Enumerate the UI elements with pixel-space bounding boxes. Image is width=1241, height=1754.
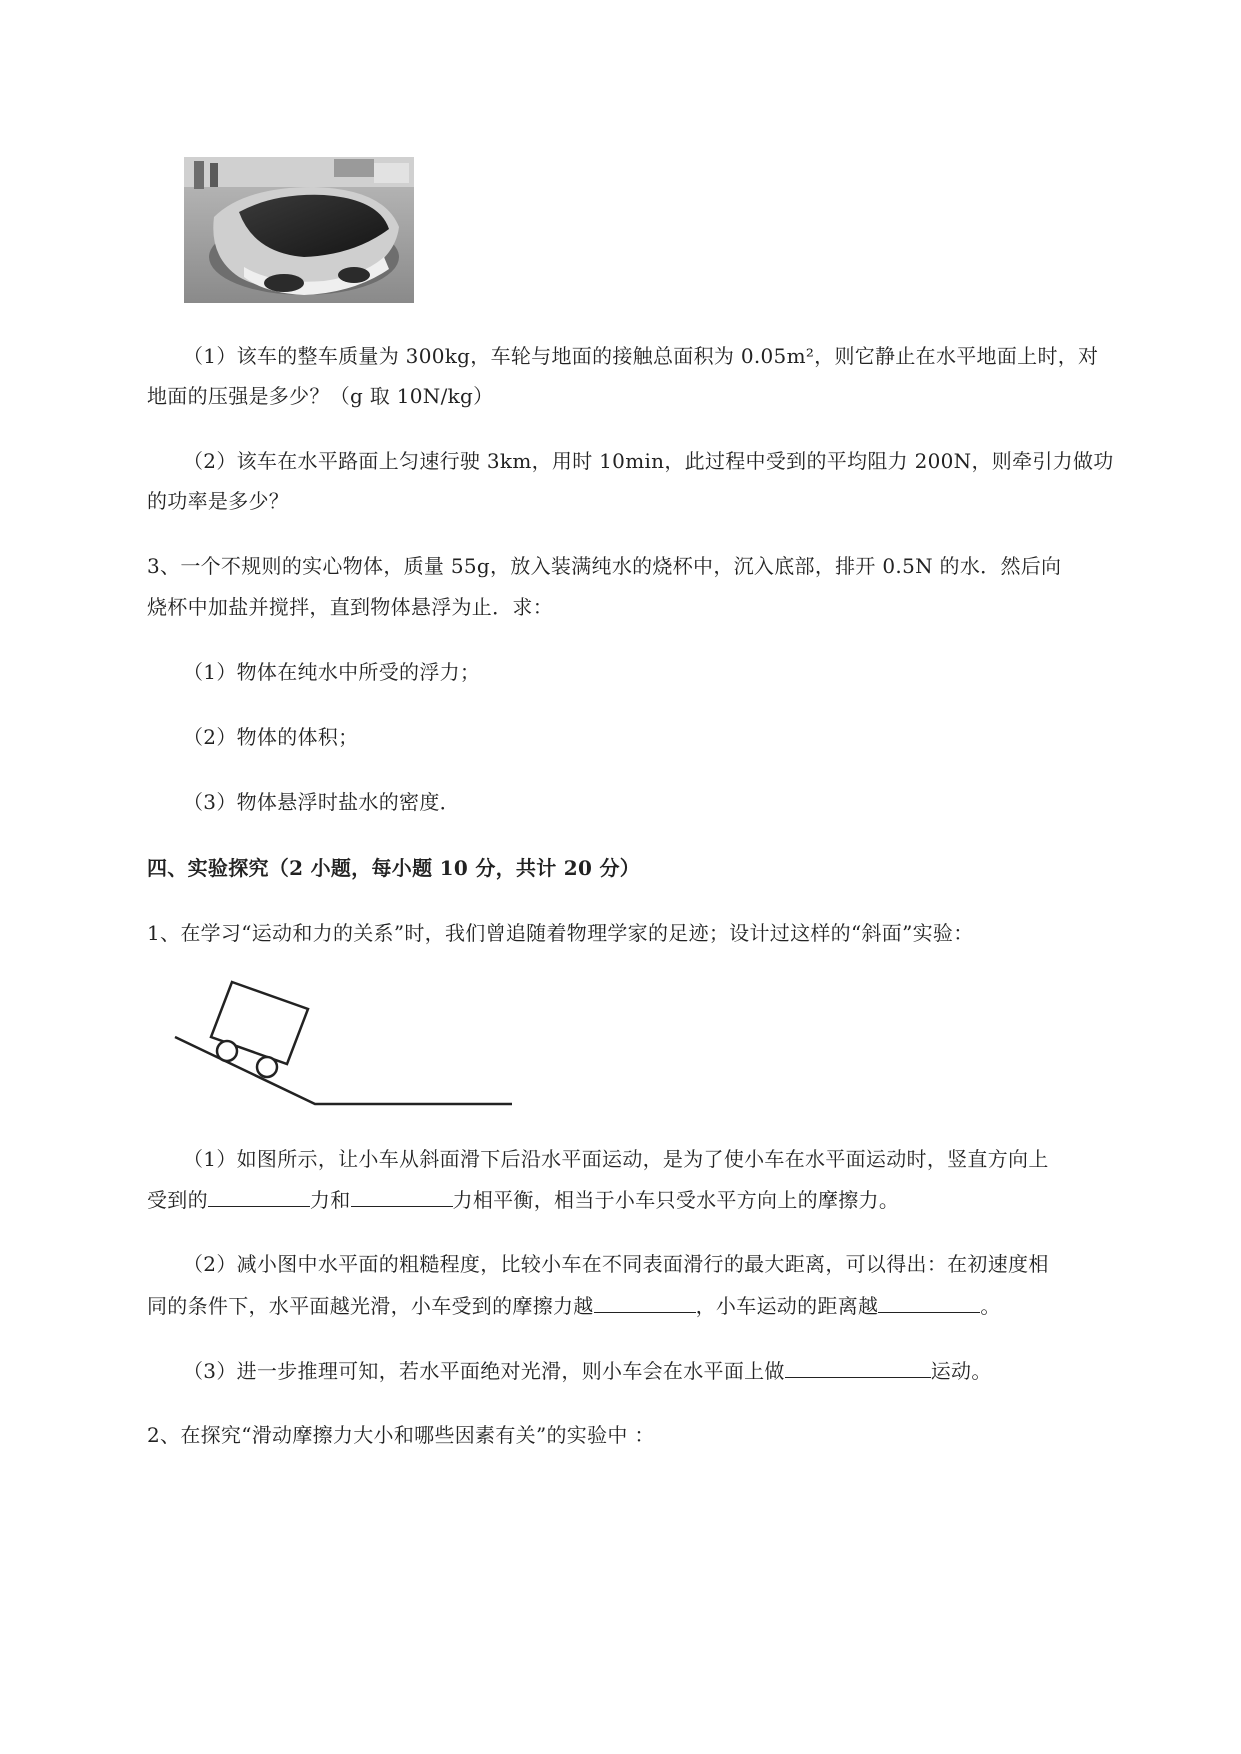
exp2-stem: 2、在探究“滑动摩擦力大小和哪些因素有关”的实验中 ： bbox=[147, 1423, 655, 1447]
exp1-sub2-text-a: 同的条件下，水平面越光滑，小车受到的摩擦力越 bbox=[147, 1294, 594, 1318]
answer-blank-3[interactable] bbox=[594, 1292, 696, 1313]
exp1-sub1-line1: （1）如图所示，让小车从斜面滑下后沿水平面运动，是为了使小车在水平面运动时，竖直方向上 bbox=[183, 1147, 1049, 1171]
cart-wheel-back bbox=[257, 1057, 277, 1077]
exp1-stem: 1、在学习“运动和力的关系”时，我们曾追随着物理学家的足迹；设计过这样的“斜面”实验： bbox=[147, 921, 974, 945]
incline-cart-diagram bbox=[170, 980, 520, 1115]
q3-stem-line2: 烧杯中加盐并搅拌，直到物体悬浮为止．求： bbox=[147, 595, 553, 619]
exp1-sub1-text-b: 力和 bbox=[309, 1188, 351, 1212]
exp1-sub2-line2 bbox=[147, 1292, 1001, 1319]
exp1-sub1-text-a: 受到的 bbox=[147, 1188, 208, 1212]
q2-part2-line1: （2）该车在水平路面上匀速行驶 3km，用时 10min，此过程中受到的平均阻力 200N，则牵引力做功 bbox=[183, 449, 1114, 473]
q3-stem-line1: 3、一个不规则的实心物体，质量 55g，放入装满纯水的烧杯中，沉入底部，排开 0.5N 的水．然后向 bbox=[147, 554, 1062, 578]
q3-sub2: （2）物体的体积； bbox=[183, 725, 359, 749]
exp1-sub2-line1: （2）减小图中水平面的粗糙程度，比较小车在不同表面滑行的最大距离，可以得出：在初速度相 bbox=[183, 1252, 1049, 1276]
solar-car-illustration bbox=[184, 157, 414, 303]
exp1-sub3-text-a: （3）进一步推理可知，若水平面绝对光滑，则小车会在水平面上做 bbox=[183, 1359, 785, 1383]
solar-car-photo bbox=[184, 157, 414, 303]
exp1-sub3-text-b: 运动。 bbox=[930, 1359, 992, 1383]
q2-part1-line1: （1）该车的整车质量为 300kg，车轮与地面的接触总面积为 0.05m²，则它静止在水平地面上时，对 bbox=[183, 344, 1099, 368]
answer-blank-4[interactable] bbox=[878, 1292, 980, 1313]
exp1-sub3 bbox=[183, 1357, 992, 1384]
q2-part1-line2: 地面的压强是多少？（g 取 10N/kg） bbox=[147, 384, 494, 408]
cart-wheel-front bbox=[217, 1041, 237, 1061]
incline-cart-svg bbox=[170, 980, 520, 1115]
exp1-sub2-text-c: 。 bbox=[980, 1294, 1001, 1318]
q2-part2-line2: 的功率是多少？ bbox=[147, 489, 290, 513]
exp1-sub1-line2 bbox=[147, 1186, 899, 1213]
exp1-sub2-text-b: ，小车运动的距离越 bbox=[695, 1294, 879, 1318]
section-heading: 四、实验探究（2 小题，每小题 10 分，共计 20 分） bbox=[147, 856, 641, 880]
q3-sub3: （3）物体悬浮时盐水的密度． bbox=[183, 790, 460, 814]
answer-blank-2[interactable] bbox=[351, 1186, 453, 1207]
answer-blank-5[interactable] bbox=[785, 1357, 931, 1378]
q3-sub1: （1）物体在纯水中所受的浮力； bbox=[183, 660, 481, 684]
answer-blank-1[interactable] bbox=[208, 1186, 310, 1207]
exp1-sub1-text-c: 力相平衡，相当于小车只受水平方向上的摩擦力。 bbox=[452, 1188, 900, 1212]
